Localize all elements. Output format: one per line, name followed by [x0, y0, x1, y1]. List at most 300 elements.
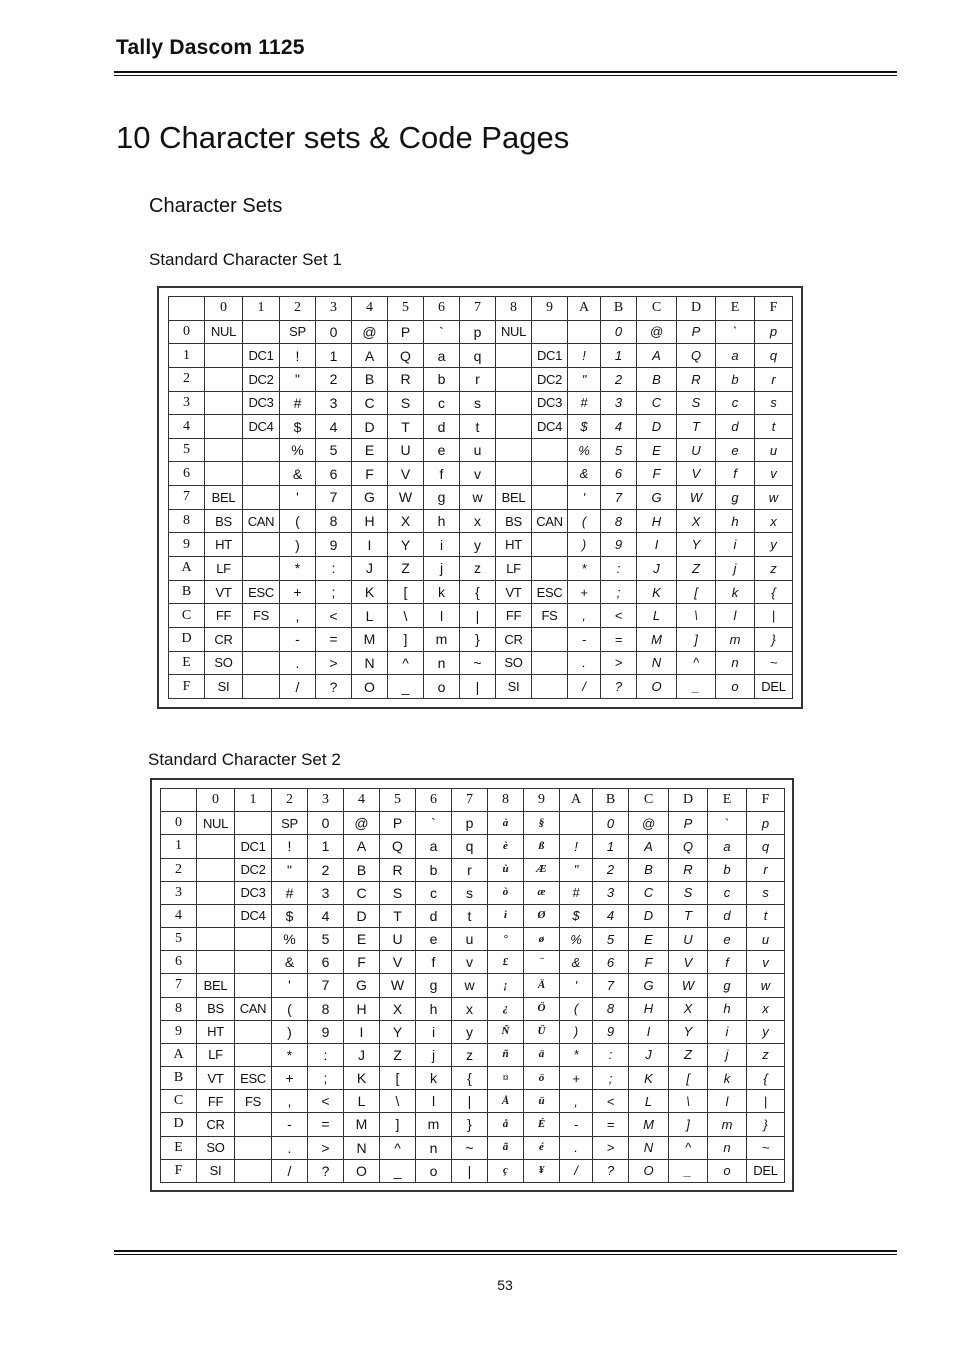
table-row: [161, 1090, 785, 1113]
char-cell: CR: [496, 627, 532, 651]
char-cell: [532, 486, 568, 510]
char-cell: r: [460, 367, 496, 391]
char-cell: BEL: [496, 486, 532, 510]
char-cell: ü: [524, 1090, 560, 1113]
char-cell: ): [280, 533, 316, 557]
column-header-2: 2: [280, 297, 316, 321]
char-cell: R: [380, 858, 416, 881]
column-header-row: [161, 789, 785, 812]
char-cell: LF: [205, 557, 243, 581]
header-rule-thin: [114, 75, 897, 76]
char-cell: K: [344, 1067, 380, 1090]
char-cell: 2: [308, 858, 344, 881]
char-cell: Z: [388, 557, 424, 581]
char-cell: _: [380, 1159, 416, 1182]
char-cell: P: [669, 812, 708, 835]
char-cell: =: [316, 627, 352, 651]
char-cell: P: [388, 320, 424, 344]
char-cell: W: [669, 974, 708, 997]
char-cell: !: [560, 835, 593, 858]
column-header-5: 5: [380, 789, 416, 812]
char-cell: =: [593, 1113, 629, 1136]
char-cell: M: [629, 1113, 669, 1136]
char-cell: H: [352, 509, 388, 533]
char-cell: [243, 675, 280, 699]
char-cell: O: [637, 675, 677, 699]
char-cell: W: [677, 486, 716, 510]
char-cell: +: [272, 1067, 308, 1090]
char-cell: M: [637, 627, 677, 651]
char-cell: CR: [197, 1113, 235, 1136]
char-cell: SO: [205, 651, 243, 675]
char-cell: |: [460, 604, 496, 628]
char-cell: ¡: [488, 974, 524, 997]
char-cell: i: [708, 1020, 747, 1043]
column-header-row: [169, 297, 793, 321]
table-row: [161, 835, 785, 858]
char-cell: !: [272, 835, 308, 858]
column-header-B: B: [601, 297, 637, 321]
char-cell: x: [747, 997, 785, 1020]
table-row: [169, 627, 793, 651]
char-cell: 4: [593, 904, 629, 927]
char-cell: w: [747, 974, 785, 997]
char-cell: ]: [669, 1113, 708, 1136]
char-cell: {: [747, 1067, 785, 1090]
char-cell: P: [677, 320, 716, 344]
table-row: [169, 391, 793, 415]
char-cell: E: [344, 928, 380, 951]
char-cell: u: [460, 438, 496, 462]
char-cell: J: [344, 1043, 380, 1066]
char-cell: ß: [524, 835, 560, 858]
char-cell: 2: [593, 858, 629, 881]
char-cell: 0: [601, 320, 637, 344]
char-cell: T: [380, 904, 416, 927]
char-cell: 7: [316, 486, 352, 510]
column-header-7: 7: [460, 297, 496, 321]
char-cell: r: [755, 367, 793, 391]
char-cell: t: [755, 415, 793, 439]
char-cell: J: [629, 1043, 669, 1066]
char-cell: S: [677, 391, 716, 415]
char-cell: DC3: [532, 391, 568, 415]
table-row: [161, 1020, 785, 1043]
char-cell: ;: [601, 580, 637, 604]
table-row: [169, 509, 793, 533]
char-cell: *: [568, 557, 601, 581]
header-rule: [114, 71, 897, 73]
char-cell: O: [344, 1159, 380, 1182]
char-cell: FS: [243, 604, 280, 628]
char-cell: [205, 344, 243, 368]
char-cell: }: [755, 627, 793, 651]
char-cell: >: [593, 1136, 629, 1159]
char-cell: C: [629, 881, 669, 904]
char-cell: ,: [280, 604, 316, 628]
column-header-F: F: [747, 789, 785, 812]
char-cell: o: [424, 675, 460, 699]
char-cell: §: [524, 812, 560, 835]
char-cell: r: [747, 858, 785, 881]
char-cell: U: [380, 928, 416, 951]
char-cell: N: [344, 1136, 380, 1159]
char-cell: m: [424, 627, 460, 651]
row-header-E: E: [161, 1136, 197, 1159]
char-cell: W: [388, 486, 424, 510]
char-cell: CR: [205, 627, 243, 651]
char-cell: 5: [593, 928, 629, 951]
char-cell: Y: [677, 533, 716, 557]
char-cell: a: [416, 835, 452, 858]
char-cell: ä: [524, 1043, 560, 1066]
char-cell: SI: [197, 1159, 235, 1182]
char-cell: z: [747, 1043, 785, 1066]
char-cell: v: [452, 951, 488, 974]
table-row: [169, 438, 793, 462]
table-row: [161, 904, 785, 927]
char-cell: w: [452, 974, 488, 997]
column-header-7: 7: [452, 789, 488, 812]
char-cell: $: [560, 904, 593, 927]
row-header-6: 6: [161, 951, 197, 974]
char-cell: ~: [460, 651, 496, 675]
char-cell: g: [424, 486, 460, 510]
row-header-F: F: [161, 1159, 197, 1182]
char-cell: ": [280, 367, 316, 391]
char-cell: ESC: [532, 580, 568, 604]
char-cell: [243, 533, 280, 557]
char-cell: J: [352, 557, 388, 581]
char-cell: \: [677, 604, 716, 628]
set1-title: Standard Character Set 1: [149, 250, 342, 269]
char-cell: 6: [316, 462, 352, 486]
char-cell: q: [755, 344, 793, 368]
column-header-6: 6: [416, 789, 452, 812]
column-header-F: F: [755, 297, 793, 321]
char-cell: _: [669, 1159, 708, 1182]
char-cell: 0: [308, 812, 344, 835]
char-cell: ö: [524, 1067, 560, 1090]
char-cell: 5: [601, 438, 637, 462]
char-cell: b: [716, 367, 755, 391]
char-cell: c: [708, 881, 747, 904]
column-header-corner: [161, 789, 197, 812]
char-cell: ): [560, 1020, 593, 1043]
char-cell: o: [708, 1159, 747, 1182]
char-cell: FF: [205, 604, 243, 628]
char-cell: T: [669, 904, 708, 927]
footer-rule: [114, 1250, 897, 1252]
char-cell: N: [637, 651, 677, 675]
char-cell: f: [716, 462, 755, 486]
char-cell: 2: [601, 367, 637, 391]
table-row: [161, 1113, 785, 1136]
char-cell: 7: [308, 974, 344, 997]
row-header-E: E: [169, 651, 205, 675]
char-cell: p: [747, 812, 785, 835]
char-cell: $: [568, 415, 601, 439]
char-cell: [532, 627, 568, 651]
set2-table: [160, 788, 785, 1183]
char-cell: ^: [677, 651, 716, 675]
char-cell: @: [629, 812, 669, 835]
char-cell: n: [716, 651, 755, 675]
column-header-5: 5: [388, 297, 424, 321]
char-cell: ;: [308, 1067, 344, 1090]
char-cell: x: [452, 997, 488, 1020]
char-cell: [532, 462, 568, 486]
char-cell: |: [452, 1159, 488, 1182]
char-cell: }: [747, 1113, 785, 1136]
char-cell: b: [416, 858, 452, 881]
char-cell: :: [308, 1043, 344, 1066]
char-cell: 9: [601, 533, 637, 557]
char-cell: [243, 557, 280, 581]
row-header-C: C: [161, 1090, 197, 1113]
char-cell: d: [416, 904, 452, 927]
char-cell: 4: [308, 904, 344, 927]
char-cell: S: [669, 881, 708, 904]
char-cell: ': [560, 974, 593, 997]
row-header-8: 8: [169, 509, 205, 533]
char-cell: (: [560, 997, 593, 1020]
table-row: [161, 951, 785, 974]
table-row: [161, 812, 785, 835]
char-cell: T: [677, 415, 716, 439]
char-cell: (: [280, 509, 316, 533]
char-cell: #: [560, 881, 593, 904]
char-cell: ^: [388, 651, 424, 675]
char-cell: ?: [308, 1159, 344, 1182]
char-cell: ]: [677, 627, 716, 651]
char-cell: DC3: [243, 391, 280, 415]
char-cell: g: [708, 974, 747, 997]
char-cell: (: [568, 509, 601, 533]
char-cell: SI: [205, 675, 243, 699]
char-cell: [235, 1043, 272, 1066]
char-cell: X: [388, 509, 424, 533]
char-cell: ~: [755, 651, 793, 675]
char-cell: ¥: [524, 1159, 560, 1182]
char-cell: [568, 320, 601, 344]
char-cell: K: [352, 580, 388, 604]
char-cell: HT: [197, 1020, 235, 1043]
char-cell: 8: [601, 509, 637, 533]
char-cell: Z: [677, 557, 716, 581]
char-cell: N: [629, 1136, 669, 1159]
char-cell: e: [716, 438, 755, 462]
char-cell: DC1: [532, 344, 568, 368]
char-cell: X: [677, 509, 716, 533]
char-cell: ': [272, 974, 308, 997]
table-row: [169, 367, 793, 391]
char-cell: DC3: [235, 881, 272, 904]
char-cell: *: [560, 1043, 593, 1066]
row-header-3: 3: [161, 881, 197, 904]
char-cell: ]: [380, 1113, 416, 1136]
char-cell: {: [755, 580, 793, 604]
char-cell: [197, 835, 235, 858]
char-cell: !: [568, 344, 601, 368]
char-cell: v: [755, 462, 793, 486]
char-cell: V: [677, 462, 716, 486]
char-cell: k: [424, 580, 460, 604]
char-cell: ,: [560, 1090, 593, 1113]
row-header-7: 7: [169, 486, 205, 510]
char-cell: [532, 557, 568, 581]
char-cell: G: [637, 486, 677, 510]
char-cell: ~: [452, 1136, 488, 1159]
row-header-7: 7: [161, 974, 197, 997]
char-cell: >: [316, 651, 352, 675]
char-cell: M: [352, 627, 388, 651]
char-cell: G: [344, 974, 380, 997]
char-cell: -: [272, 1113, 308, 1136]
char-cell: ?: [601, 675, 637, 699]
char-cell: \: [388, 604, 424, 628]
char-cell: 3: [316, 391, 352, 415]
char-cell: 9: [316, 533, 352, 557]
char-cell: H: [344, 997, 380, 1020]
char-cell: x: [755, 509, 793, 533]
char-cell: }: [452, 1113, 488, 1136]
char-cell: 4: [316, 415, 352, 439]
set2-title: Standard Character Set 2: [148, 750, 341, 769]
char-cell: 9: [308, 1020, 344, 1043]
char-cell: s: [452, 881, 488, 904]
char-cell: &: [560, 951, 593, 974]
char-cell: d: [716, 415, 755, 439]
char-cell: |: [452, 1090, 488, 1113]
char-cell: [532, 438, 568, 462]
char-cell: [532, 651, 568, 675]
char-cell: _: [388, 675, 424, 699]
char-cell: v: [460, 462, 496, 486]
char-cell: NUL: [197, 812, 235, 835]
row-header-D: D: [161, 1113, 197, 1136]
char-cell: [496, 415, 532, 439]
char-cell: FS: [532, 604, 568, 628]
char-cell: /: [568, 675, 601, 699]
row-header-A: A: [169, 557, 205, 581]
char-cell: [: [677, 580, 716, 604]
char-cell: R: [677, 367, 716, 391]
char-cell: R: [669, 858, 708, 881]
char-cell: ~: [747, 1136, 785, 1159]
char-cell: y: [452, 1020, 488, 1043]
char-cell: <: [601, 604, 637, 628]
char-cell: LF: [496, 557, 532, 581]
char-cell: K: [637, 580, 677, 604]
char-cell: Y: [380, 1020, 416, 1043]
char-cell: [205, 438, 243, 462]
char-cell: ñ: [488, 1043, 524, 1066]
char-cell: [235, 928, 272, 951]
char-cell: -: [560, 1113, 593, 1136]
char-cell: /: [560, 1159, 593, 1182]
char-cell: I: [637, 533, 677, 557]
char-cell: N: [352, 651, 388, 675]
char-cell: &: [568, 462, 601, 486]
char-cell: Q: [388, 344, 424, 368]
char-cell: 3: [593, 881, 629, 904]
char-cell: b: [708, 858, 747, 881]
table-row: [169, 486, 793, 510]
char-cell: {: [452, 1067, 488, 1090]
char-cell: [197, 858, 235, 881]
char-cell: 7: [593, 974, 629, 997]
char-cell: c: [716, 391, 755, 415]
char-cell: s: [460, 391, 496, 415]
char-cell: ò: [488, 881, 524, 904]
row-header-C: C: [169, 604, 205, 628]
char-cell: [243, 320, 280, 344]
char-cell: CAN: [243, 509, 280, 533]
char-cell: Y: [388, 533, 424, 557]
char-cell: ": [560, 858, 593, 881]
char-cell: m: [708, 1113, 747, 1136]
char-cell: Z: [669, 1043, 708, 1066]
row-header-5: 5: [169, 438, 205, 462]
char-cell: 6: [601, 462, 637, 486]
char-cell: DC2: [235, 858, 272, 881]
char-cell: HT: [205, 533, 243, 557]
table-row: [161, 997, 785, 1020]
char-cell: B: [637, 367, 677, 391]
char-cell: F: [637, 462, 677, 486]
char-cell: I: [352, 533, 388, 557]
column-header-A: A: [568, 297, 601, 321]
char-cell: DC2: [532, 367, 568, 391]
column-header-9: 9: [532, 297, 568, 321]
char-cell: 3: [601, 391, 637, 415]
char-cell: 8: [308, 997, 344, 1020]
char-cell: [496, 391, 532, 415]
char-cell: D: [629, 904, 669, 927]
char-cell: D: [637, 415, 677, 439]
char-cell: +: [568, 580, 601, 604]
char-cell: _: [677, 675, 716, 699]
char-cell: U: [388, 438, 424, 462]
column-header-C: C: [637, 297, 677, 321]
char-cell: BS: [197, 997, 235, 1020]
row-header-3: 3: [169, 391, 205, 415]
running-header-title: Tally Dascom 1125: [116, 36, 305, 59]
char-cell: =: [601, 627, 637, 651]
char-cell: <: [308, 1090, 344, 1113]
char-cell: F: [352, 462, 388, 486]
char-cell: d: [424, 415, 460, 439]
char-cell: DC2: [243, 367, 280, 391]
row-header-9: 9: [169, 533, 205, 557]
char-cell: =: [308, 1113, 344, 1136]
row-header-0: 0: [169, 320, 205, 344]
row-header-8: 8: [161, 997, 197, 1020]
char-cell: q: [452, 835, 488, 858]
row-header-5: 5: [161, 928, 197, 951]
char-cell: [532, 320, 568, 344]
char-cell: I: [344, 1020, 380, 1043]
char-cell: c: [424, 391, 460, 415]
char-cell: CAN: [532, 509, 568, 533]
column-header-C: C: [629, 789, 669, 812]
char-cell: BEL: [197, 974, 235, 997]
char-cell: `: [416, 812, 452, 835]
char-cell: q: [747, 835, 785, 858]
char-cell: %: [560, 928, 593, 951]
char-cell: @: [352, 320, 388, 344]
